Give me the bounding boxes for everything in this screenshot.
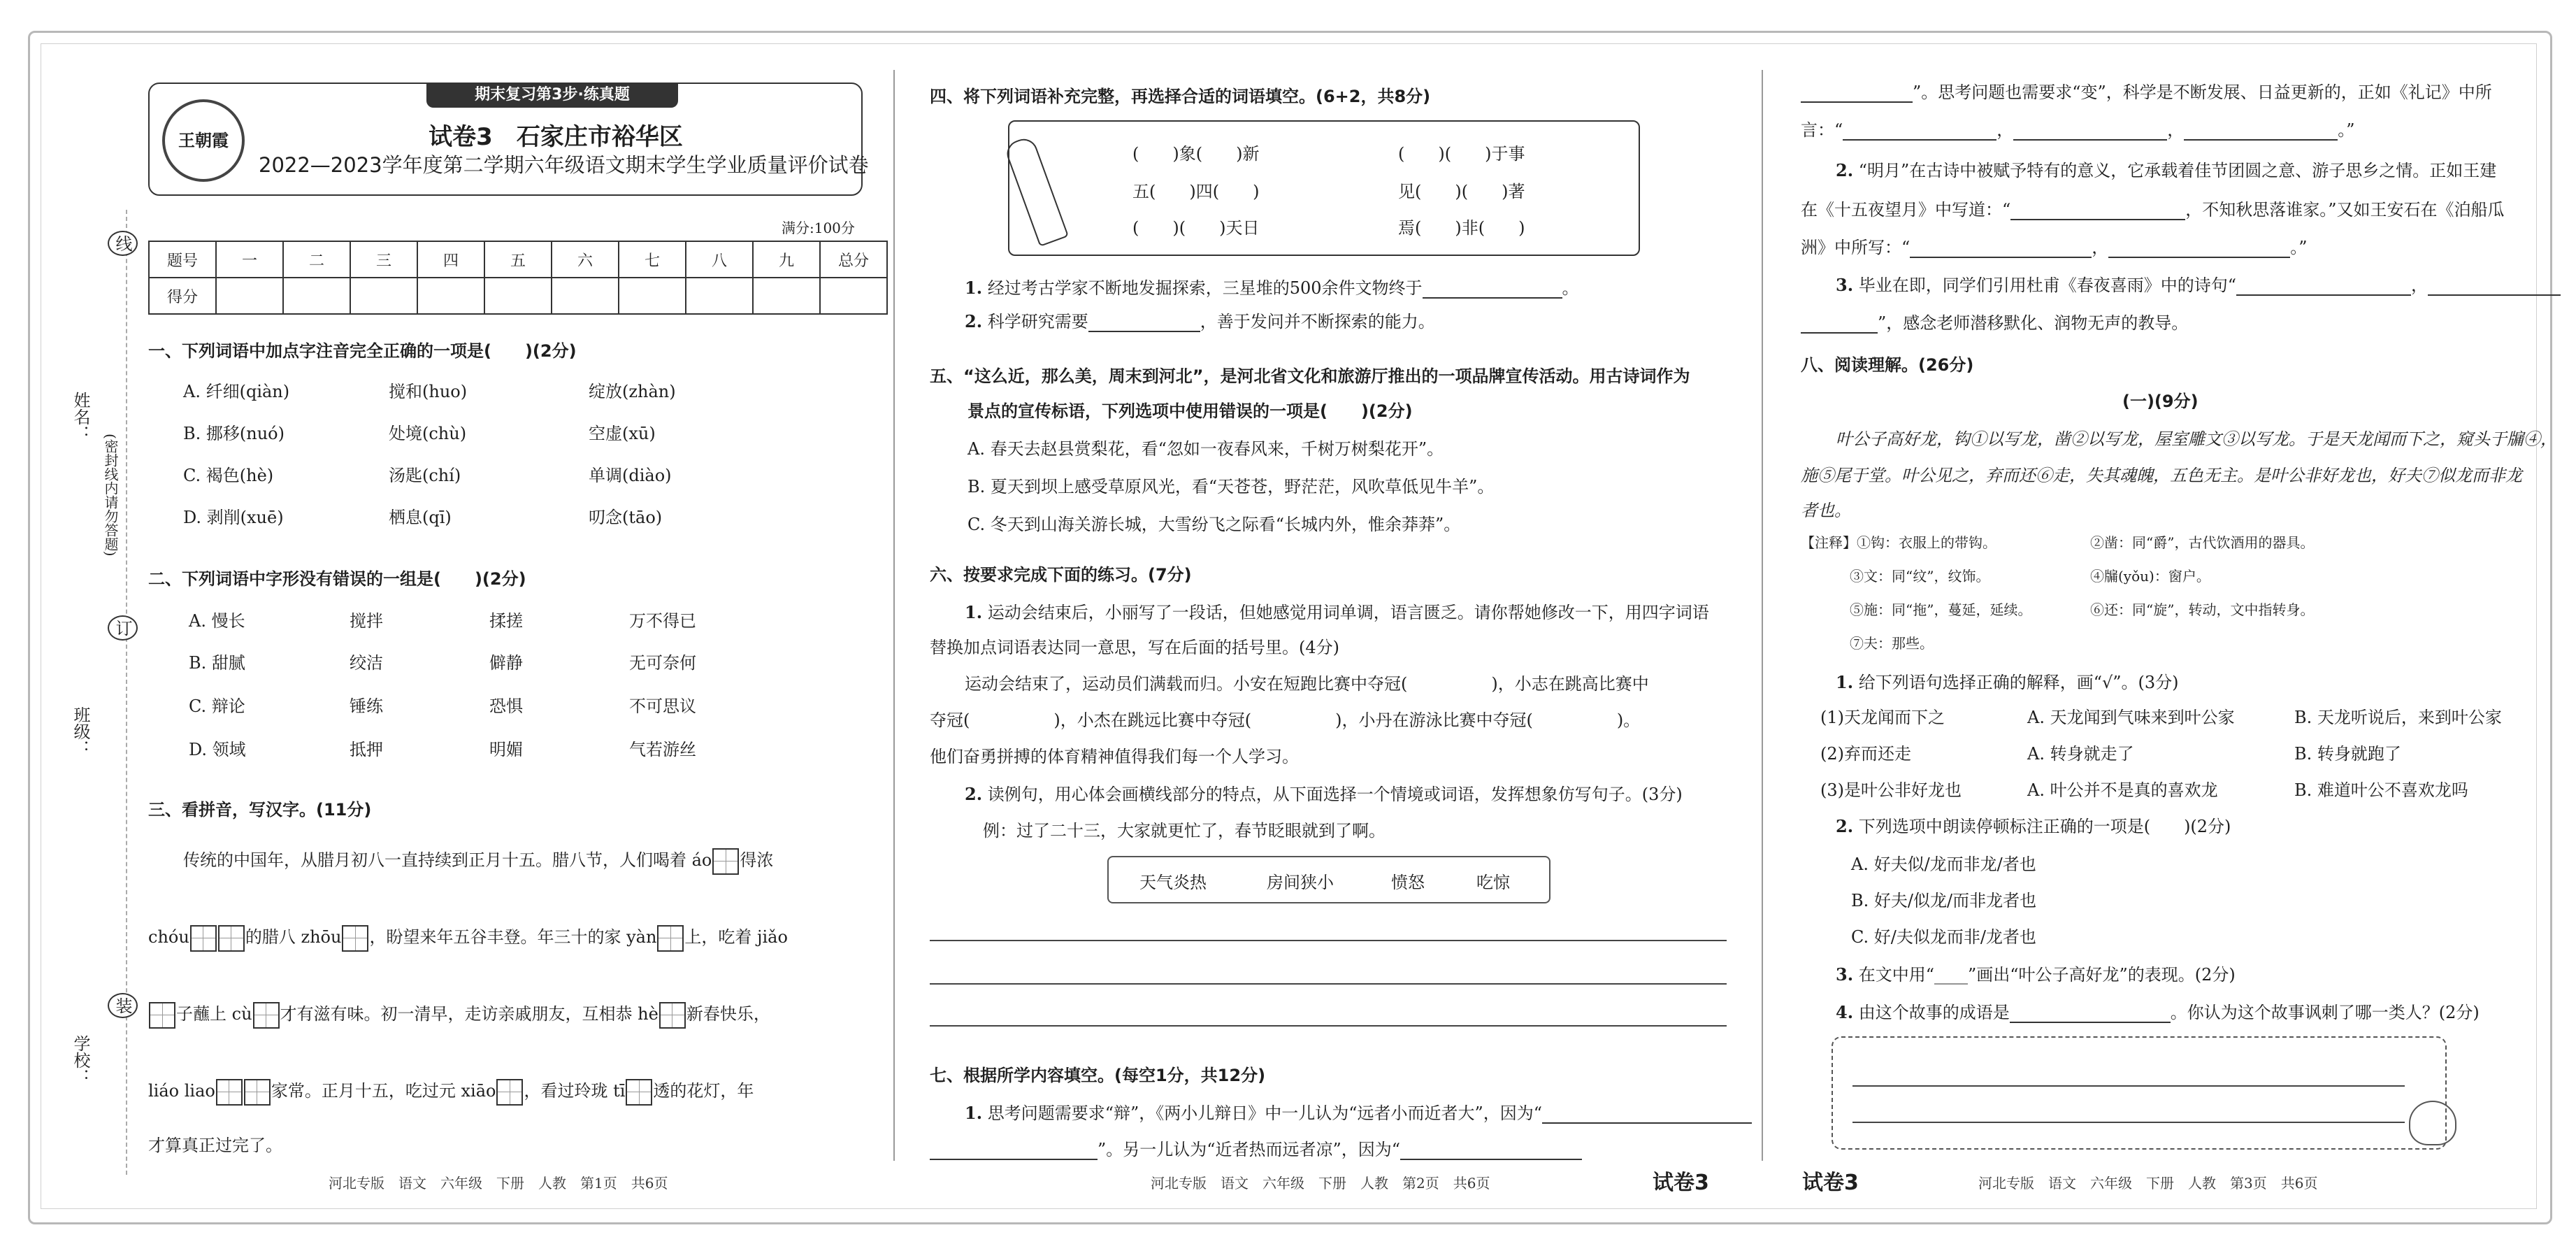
q6-passage-1: 运动会结束了，运动员们满载而归。小安在短跑比赛中夺冠( )，小志在跳高比赛中 bbox=[965, 674, 1649, 694]
q2-option: C. 辩论 bbox=[189, 696, 245, 716]
answer-blank[interactable] bbox=[2236, 294, 2411, 296]
q6-word-option[interactable]: 天气炎热 bbox=[1139, 873, 1207, 892]
exam-subtitle: 2022—2023学年度第二学期六年级语文期末学生学业质量评价试卷 bbox=[259, 153, 869, 177]
answer-blank[interactable] bbox=[2010, 1022, 2171, 1023]
q6-word-option[interactable]: 房间狭小 bbox=[1267, 873, 1334, 892]
q6-example: 例：过了二十三，大家就更忙了，春节眨眼就到了啊。 bbox=[983, 821, 1386, 841]
q1-option: 叨念(tāo) bbox=[589, 508, 663, 527]
q7-item-3-cont bbox=[1801, 309, 2188, 334]
score-cell: 三 bbox=[350, 241, 417, 278]
answer-blank[interactable] bbox=[1843, 139, 1996, 141]
q5-title-line-2: 景点的宣传标语，下列选项中使用错误的一项是( )(2分) bbox=[967, 401, 1413, 421]
q3-line-1 bbox=[183, 846, 773, 875]
score-table-score-row bbox=[149, 278, 887, 314]
answer-blank[interactable] bbox=[930, 1159, 1098, 1160]
q1-option: 空虚(xū) bbox=[589, 424, 656, 443]
q3-line-4 bbox=[148, 1077, 754, 1106]
q7-item-1-cont-2-text: ”。思考问题也需要求“变”，科学是不断发展、日益更新的，正如《礼记》中所 bbox=[1913, 83, 2492, 102]
q7-item-2-cont-2-text: 洲》中所写：“ bbox=[1801, 238, 1911, 257]
q1-option: D. 剥削(xuē) bbox=[183, 508, 284, 527]
score-cell: 八 bbox=[686, 241, 753, 278]
answer-blank[interactable] bbox=[1801, 101, 1913, 103]
q1-option: C. 褐色(hè) bbox=[183, 466, 274, 485]
q6-part-2-text: 读例句，用心体会画横线部分的特点，从下面选择一个情境或词语，发挥想象仿写句子。(3分) bbox=[987, 785, 1683, 804]
score-cell: 题号 bbox=[149, 241, 216, 278]
char-box[interactable] bbox=[218, 925, 245, 952]
score-cell: 二 bbox=[283, 241, 350, 278]
score-table-header-row bbox=[149, 241, 887, 278]
score-cell: 总分 bbox=[820, 241, 887, 278]
char-box[interactable] bbox=[626, 1079, 652, 1106]
q1-option: A. 纤细(qiàn) bbox=[183, 382, 290, 401]
q2-option: 明媚 bbox=[489, 740, 523, 759]
q2-option: 绞洁 bbox=[350, 653, 383, 673]
q1-option: 绽放(zhàn) bbox=[589, 382, 676, 401]
char-box[interactable] bbox=[253, 1002, 280, 1029]
score-cell: 七 bbox=[619, 241, 686, 278]
answer-blank[interactable] bbox=[2013, 139, 2167, 141]
q7-item-1-cont-3: 言：“ ， ， 。” bbox=[1801, 120, 2355, 140]
q4-sentence-2-text: 科学研究需要 bbox=[987, 312, 1088, 331]
column-divider-1 bbox=[893, 70, 895, 1161]
q7-item-1-cont-text: ”。另一儿认为“近者热而远者凉”，因为“ bbox=[1098, 1140, 1401, 1159]
score-input-cell[interactable] bbox=[350, 278, 417, 314]
q2-option: A. 慢长 bbox=[189, 611, 245, 631]
answer-blank[interactable] bbox=[1910, 257, 2092, 258]
q6-part-1-text: 运动会结束后，小丽写了一段话，但她感觉用词单调，语言匮乏。请你帮她修改一下，用四字词语 bbox=[987, 603, 1709, 622]
score-input-cell[interactable] bbox=[686, 278, 753, 314]
score-cell: 四 bbox=[417, 241, 484, 278]
q8-sub-2-option[interactable]: C. 好/夫似龙而非/龙者也 bbox=[1851, 927, 2036, 947]
q2-option: 抵押 bbox=[350, 740, 383, 759]
q4-sentence-2-tail: ，善于发问并不断探索的能力。 bbox=[1200, 312, 1435, 331]
score-input-cell[interactable] bbox=[216, 278, 283, 314]
q4-title: 四、将下列词语补充完整，再选择合适的词语填空。(6+2，共8分) bbox=[930, 87, 1431, 106]
q4-word: ( )象( )新 bbox=[1132, 144, 1260, 164]
answer-blank[interactable] bbox=[2108, 257, 2290, 258]
score-input-cell[interactable] bbox=[619, 278, 686, 314]
score-cell: 六 bbox=[552, 241, 619, 278]
q8-sub-1-text: 给下列语句选择正确的解释，画“√”。(3分) bbox=[1858, 673, 2179, 692]
answer-blank[interactable] bbox=[1088, 331, 1200, 332]
q7-item-3-text: 毕业在即，同学们引用杜甫《春夜喜雨》中的诗句“ bbox=[1858, 276, 2236, 295]
q8-sub-2-option[interactable]: A. 好夫似/龙而非龙/者也 bbox=[1851, 855, 2036, 874]
seal-char-1: 装 bbox=[108, 993, 138, 1018]
q1-option: 栖息(qī) bbox=[389, 508, 452, 527]
q2-option: 揉搓 bbox=[489, 611, 523, 631]
q2-option: 万不得已 bbox=[629, 611, 696, 631]
q4-word: 五( )四( ) bbox=[1132, 182, 1260, 201]
q8-title: 八、阅读理解。(26分) bbox=[1801, 355, 1974, 375]
q8-sub-2-option[interactable]: B. 好夫/似龙/而非龙者也 bbox=[1851, 891, 2037, 910]
q3-text: ，看过玲珑 tī bbox=[524, 1081, 626, 1101]
answer-blank[interactable] bbox=[1801, 332, 1878, 334]
passage-line: 叶公子高好龙，钩①以写龙，凿②以写龙，屋室雕文③以写龙。于是天龙闻而下之，窥头于牖④， bbox=[1836, 429, 2557, 449]
q3-text: 透的花灯，年 bbox=[653, 1081, 754, 1101]
q3-title: 三、看拼音，写汉字。(11分) bbox=[148, 800, 372, 820]
answer-line[interactable] bbox=[930, 1025, 1727, 1027]
q6-part-2: 2. 读例句，用心体会画横线部分的特点，从下面选择一个情境或词语，发挥想象仿写句子。(3分) bbox=[965, 784, 1683, 804]
q2-option: B. 甜腻 bbox=[189, 653, 245, 673]
q7-item-1-cont-2 bbox=[1801, 78, 2492, 103]
score-input-cell[interactable] bbox=[283, 278, 350, 314]
footer-page-3: 河北专版 语文 六年级 下册 人教 第3页 共6页 bbox=[1978, 1175, 2318, 1192]
score-input-cell[interactable] bbox=[820, 278, 887, 314]
q8-subtitle: (一)(9分) bbox=[2122, 392, 2199, 411]
q8-choice-stem: (3)是叶公非好龙也 bbox=[1820, 780, 1962, 800]
q3-text: 才有滋有味。初一清早，走访亲戚朋友，互相恭 hè bbox=[280, 1004, 659, 1024]
char-box[interactable] bbox=[657, 925, 684, 952]
q4-word: ( )( )天日 bbox=[1132, 218, 1260, 238]
q1-option: 汤匙(chí) bbox=[389, 466, 461, 485]
exam-tag-2: 试卷3 bbox=[1653, 1171, 1709, 1195]
q2-option: 僻静 bbox=[489, 653, 523, 673]
q4-sentence-1-text: 经过考古学家不断地发掘探索，三星堆的500余件文物终于 bbox=[987, 278, 1423, 298]
q8-sub-4-tail: 。你认为这个故事讽刺了哪一类人？(2分) bbox=[2170, 1003, 2480, 1022]
q1-option: 单调(diào) bbox=[589, 466, 672, 485]
q5-title-line-1: 五、“这么近，那么美，周末到河北”，是河北省文化和旅游厅推出的一项品牌宣传活动。用古诗词作为 bbox=[930, 366, 1690, 386]
q4-sentence-1: 1. 经过考古学家不断地发掘探索，三星堆的500余件文物终于 。 bbox=[965, 278, 1579, 298]
answer-blank[interactable] bbox=[2010, 219, 2185, 220]
exam-tag-3: 试卷3 bbox=[1802, 1171, 1859, 1195]
q6-title: 六、按要求完成下面的练习。(7分) bbox=[930, 565, 1192, 585]
q5-option-b: B. 夏天到坝上感受草原风光，看“天苍苍，野茫茫，风吹草低见牛羊”。 bbox=[967, 477, 1495, 496]
binding-line bbox=[126, 210, 127, 1175]
header-badge: 期末复习第3步·练真题 bbox=[426, 83, 678, 108]
footer-page-2: 河北专版 语文 六年级 下册 人教 第2页 共6页 bbox=[1151, 1175, 1490, 1192]
q8-sub-2: 2. 下列选项中朗读停顿标注正确的一项是( )(2分) bbox=[1836, 816, 2231, 836]
name-label: 姓名： bbox=[71, 392, 90, 442]
score-cell: 得分 bbox=[149, 278, 216, 314]
q7-item-2-cont-2: 洲》中所写：“ ， 。” bbox=[1801, 238, 2308, 257]
q1-option: B. 挪移(nuó) bbox=[183, 424, 285, 443]
q2-title: 二、下列词语中字形没有错误的一组是( )(2分) bbox=[148, 569, 526, 589]
publisher-logo: 王朝霞 bbox=[162, 99, 245, 182]
q4-notebook bbox=[1008, 120, 1640, 256]
school-label: 学校： bbox=[71, 1035, 90, 1085]
char-box[interactable] bbox=[496, 1079, 523, 1106]
q7-item-2-cont-tail: ，不知秋思落谁家。”又如王安石在《泊船瓜 bbox=[2185, 200, 2505, 220]
score-input-cell[interactable] bbox=[484, 278, 552, 314]
q3-text: 子蘸上 cù bbox=[176, 1004, 252, 1024]
char-box[interactable] bbox=[190, 925, 217, 952]
annotation-note: 【注释】①钩：衣服上的带钩。 bbox=[1801, 534, 1996, 551]
char-box[interactable] bbox=[659, 1002, 686, 1029]
answer-blank[interactable] bbox=[1542, 1122, 1752, 1124]
q1-option: 搅和(huo) bbox=[389, 382, 468, 401]
q3-line-5: 才算真正过完了。 bbox=[148, 1136, 282, 1155]
cartoon-icon bbox=[2409, 1101, 2456, 1145]
annotation-note: ⑥还：同“旋”，转动，文中指转身。 bbox=[2090, 601, 2315, 618]
q2-option: 无可奈何 bbox=[629, 653, 696, 673]
q8-choice[interactable]: B. 天龙听说后，来到叶公家 bbox=[2294, 708, 2502, 727]
q7-item-2: 2. “明月”在古诗中被赋予特有的意义，它承载着佳节团圆之意、游子思乡之情。正如王建 bbox=[1836, 160, 2497, 180]
q3-text: chóu bbox=[148, 927, 189, 947]
annotation-note: ⑦夫：那些。 bbox=[1850, 635, 1934, 652]
seal-note: (密封线内请勿答题) bbox=[101, 434, 121, 557]
score-table bbox=[148, 241, 888, 315]
score-input-cell[interactable] bbox=[417, 278, 484, 314]
full-score: 满分:100分 bbox=[782, 220, 855, 236]
q3-line-3 bbox=[148, 1000, 770, 1029]
score-input-cell[interactable] bbox=[552, 278, 619, 314]
passage-line: 者也。 bbox=[1801, 501, 1851, 520]
q4-word: ( )( )于事 bbox=[1398, 144, 1525, 164]
score-cell: 九 bbox=[753, 241, 820, 278]
q7-item-1: 1. 思考问题需要求“辩”，《两小儿辩日》中一儿认为“远者小而近者大”，因为“ bbox=[965, 1099, 1752, 1124]
q7-item-1-cont bbox=[930, 1136, 1582, 1160]
q1-option: 处境(chù) bbox=[389, 424, 467, 443]
q6-part-1-cont: 替换加点词语表达同一意思，写在后面的括号里。(4分) bbox=[930, 638, 1339, 657]
q3-text: 新春快乐， bbox=[686, 1004, 770, 1024]
q5-option-a: A. 春天去赵县赏梨花，看“忽如一夜春风来，千树万树梨花开”。 bbox=[967, 439, 1444, 459]
annotation-note: ⑤施：同“拖”，蔓延，延续。 bbox=[1850, 601, 2032, 618]
q8-sub-1: 1. 给下列语句选择正确的解释，画“√”。(3分) bbox=[1836, 672, 2179, 692]
q6-passage-2: 夺冠( )，小杰在跳远比赛中夺冠( )，小丹在游泳比赛中夺冠( )。 bbox=[930, 710, 1641, 730]
q7-item-2-cont bbox=[1801, 196, 2505, 220]
char-box[interactable] bbox=[149, 1002, 175, 1029]
q3-text: ，盼望来年五谷丰登。年三十的家 yàn bbox=[369, 927, 657, 947]
q8-choice[interactable]: B. 转身就跑了 bbox=[2294, 744, 2401, 764]
q3-text: 的腊八 zhōu bbox=[245, 927, 342, 947]
q7-item-3: 3. 毕业在即，同学们引用杜甫《春夜喜雨》中的诗句“ ， bbox=[1836, 271, 2561, 296]
q3-text: 传统的中国年，从腊月初八一直持续到正月十五。腊八节，人们喝着 áo bbox=[183, 850, 712, 870]
class-label: 班级： bbox=[71, 706, 90, 757]
q4-word: 焉( )非( ) bbox=[1398, 218, 1525, 238]
score-input-cell[interactable] bbox=[753, 278, 820, 314]
q2-option: 锤练 bbox=[350, 696, 383, 716]
answer-blank[interactable] bbox=[2428, 294, 2561, 296]
q7-item-2-text: “明月”在古诗中被赋予特有的意义，它承载着佳节团圆之意、游子思乡之情。正如王建 bbox=[1858, 161, 2497, 180]
char-box[interactable] bbox=[244, 1079, 271, 1106]
q8-sub-3-text: 在文中用“____”画出“叶公子高好龙”的表现。(2分) bbox=[1858, 965, 2236, 985]
q2-option: 气若游丝 bbox=[629, 740, 696, 759]
seal-char-3: 线 bbox=[108, 231, 138, 256]
q7-title: 七、根据所学内容填空。(每空1分，共12分) bbox=[930, 1066, 1266, 1085]
score-cell: 五 bbox=[484, 241, 552, 278]
score-cell: 一 bbox=[216, 241, 283, 278]
exam-title: 试卷3 石家庄市裕华区 bbox=[429, 123, 683, 151]
q3-text: 得浓 bbox=[740, 850, 774, 870]
column-divider-2 bbox=[1762, 70, 1763, 1161]
annotation-note: ②凿：同“爵”，古代饮酒用的器具。 bbox=[2090, 534, 2315, 551]
q8-choice-stem: (1)天龙闻而下之 bbox=[1820, 708, 1945, 727]
q2-option: 搅拌 bbox=[350, 611, 383, 631]
q2-option: 恐惧 bbox=[489, 696, 523, 716]
q2-option: 不可思议 bbox=[629, 696, 696, 716]
q3-line-2 bbox=[148, 923, 788, 952]
q8-sub-3: 3. 在文中用“____”画出“叶公子高好龙”的表现。(2分) bbox=[1836, 964, 2236, 985]
q4-word: 见( )( )著 bbox=[1398, 182, 1525, 201]
seal-char-2: 订 bbox=[108, 615, 138, 641]
q8-sub-2-text: 下列选项中朗读停顿标注正确的一项是( )(2分) bbox=[1858, 817, 2231, 836]
q3-text: 家常。正月十五，吃过元 xiāo bbox=[271, 1081, 496, 1101]
annotation-note: ③文：同“纹”，纹饰。 bbox=[1850, 568, 1990, 585]
answer-blank[interactable] bbox=[1400, 1159, 1582, 1160]
q8-choice[interactable]: A. 转身就走了 bbox=[2027, 744, 2134, 764]
q6-part-1: 1. 运动会结束后，小丽写了一段话，但她感觉用词单调，语言匮乏。请你帮她修改一下，用四字词语 bbox=[965, 602, 1709, 622]
answer-blank[interactable] bbox=[1423, 297, 1562, 299]
q8-choice[interactable]: A. 天龙闻到气味来到叶公家 bbox=[2027, 708, 2235, 727]
answer-blank[interactable] bbox=[2184, 139, 2338, 141]
char-box[interactable] bbox=[712, 848, 739, 875]
q4-sentence-2: 2. 科学研究需要 ，善于发问并不断探索的能力。 bbox=[965, 311, 1435, 331]
q7-item-3-cont-text: ”，感念老师潜移默化、润物无声的教导。 bbox=[1878, 313, 2189, 333]
q8-choice[interactable]: A. 叶公并不是真的喜欢龙 bbox=[2027, 780, 2218, 800]
annotation-note: ④牖(yǒu)：窗户。 bbox=[2090, 568, 2210, 585]
q5-option-c: C. 冬天到山海关游长城，大雪纷飞之际看“长城内外，惟余莽莽”。 bbox=[967, 515, 1461, 534]
answer-line[interactable] bbox=[1852, 1085, 2405, 1087]
q6-word-option[interactable]: 吃惊 bbox=[1476, 873, 1510, 892]
q7-item-1-text: 思考问题需要求“辩”，《两小儿辩日》中一儿认为“远者小而近者大”，因为“ bbox=[987, 1103, 1543, 1123]
answer-line[interactable] bbox=[1852, 1122, 2405, 1123]
answer-box[interactable] bbox=[1832, 1036, 2447, 1150]
q6-word-option[interactable]: 愤怒 bbox=[1391, 873, 1425, 892]
q8-choice-stem: (2)弃而还走 bbox=[1820, 744, 1911, 764]
q2-option: D. 领域 bbox=[189, 740, 246, 759]
q7-item-1-cont-3-text: 言：“ bbox=[1801, 120, 1843, 140]
answer-line[interactable] bbox=[930, 940, 1727, 941]
char-box[interactable] bbox=[342, 925, 368, 952]
char-box[interactable] bbox=[216, 1079, 243, 1106]
q8-sub-4: 4. 由这个故事的成语是 。你认为这个故事讽刺了哪一类人？(2分) bbox=[1836, 1002, 2480, 1022]
q3-text: 上，吃着 jiǎo bbox=[684, 927, 788, 947]
q1-title: 一、下列词语中加点字注音完全正确的一项是( )(2分) bbox=[148, 341, 577, 361]
footer-page-1: 河北专版 语文 六年级 下册 人教 第1页 共6页 bbox=[329, 1175, 668, 1192]
q3-text: liáo liao bbox=[148, 1081, 215, 1101]
q6-passage-3: 他们奋勇拼搏的体育精神值得我们每一个人学习。 bbox=[930, 747, 1299, 766]
passage-line: 施⑤尾于堂。叶公见之，弃而还⑥走，失其魂魄，五色无主。是叶公非好龙也，好夫⑦似龙而非龙 bbox=[1801, 466, 2522, 485]
answer-line[interactable] bbox=[930, 983, 1727, 985]
q7-item-2-cont-text: 在《十五夜望月》中写道：“ bbox=[1801, 200, 2011, 220]
q8-choice[interactable]: B. 难道叶公不喜欢龙吗 bbox=[2294, 780, 2468, 800]
q8-sub-4-text: 由这个故事的成语是 bbox=[1858, 1003, 2010, 1022]
